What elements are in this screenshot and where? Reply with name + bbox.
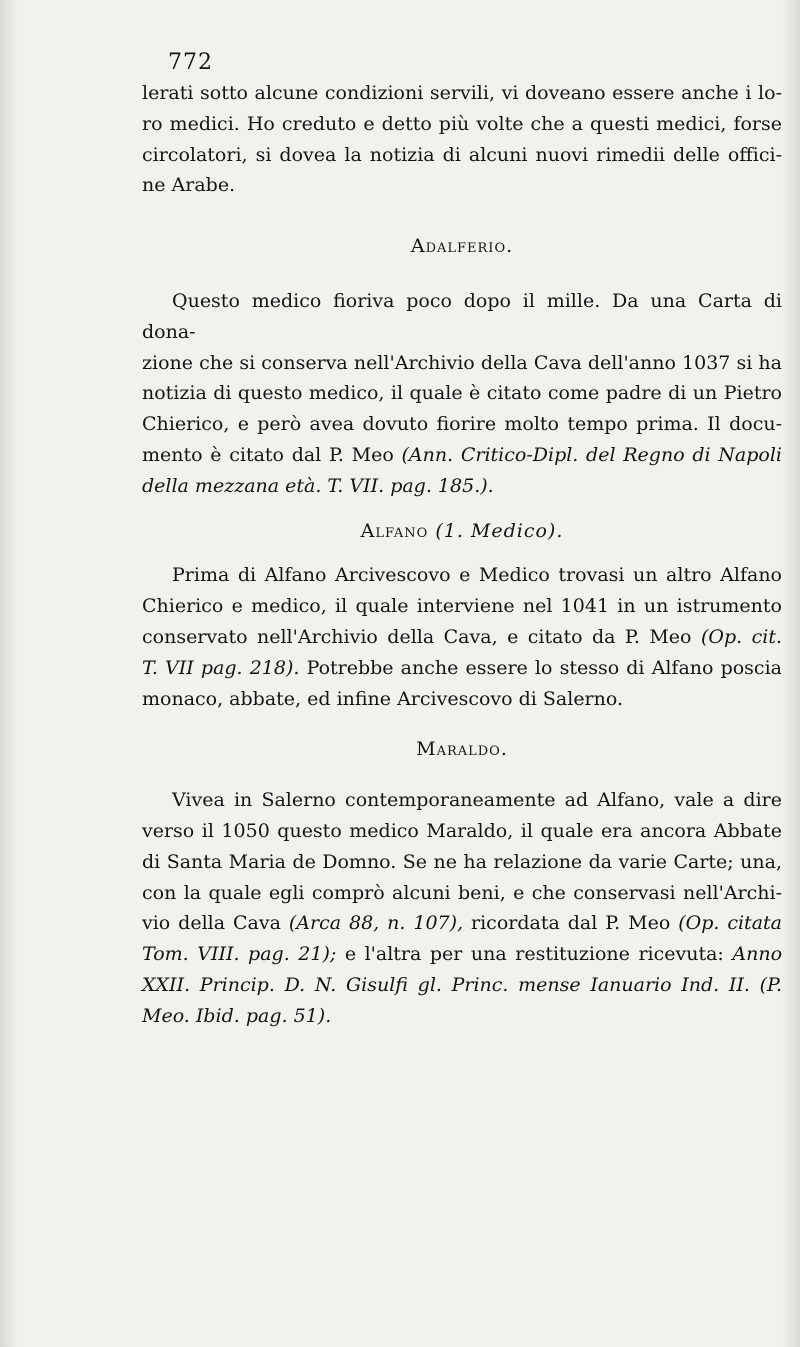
section-heading-alfano — [142, 516, 782, 547]
alfano-heading-subtitle: (1. Medico). — [435, 519, 564, 542]
text-column — [142, 78, 783, 1027]
maraldo-text: e l'altra per una restituzione ricevuta: — [344, 943, 724, 966]
maraldo-line — [142, 908, 782, 939]
maraldo-citation: Anno — [732, 943, 783, 966]
alfano-line — [142, 653, 782, 684]
section-heading-maraldo: Maraldo. — [416, 738, 508, 761]
maraldo-line — [142, 939, 782, 970]
maraldo-text: vio della Cava — [142, 912, 281, 935]
maraldo-line: verso il 1050 questo medico Maraldo, il quale era ancora Abbate — [142, 819, 782, 842]
section-heading-adalferio: Adalferio. — [410, 235, 514, 258]
maraldo-citation: Tom. VIII. pag. 21); — [142, 943, 337, 966]
maraldo-citation-line: XXII. Princip. D. N. Gisulfi gl. Princ. mense Ianuario Ind. II. (P. — [142, 973, 782, 996]
adalferio-line: notizia di questo medico, il quale è citato come padre di un Pietro — [142, 382, 782, 405]
alfano-text: Potrebbe anche essere lo stesso di Alfano poscia — [306, 656, 782, 679]
alfano-line: monaco, abbate, ed infine Arcivescovo di Salerno. — [142, 687, 624, 710]
alfano-heading-name: Alfano — [360, 519, 429, 542]
maraldo-citation: (Op. citata — [678, 912, 782, 935]
alfano-citation: T. VII pag. 218). — [142, 656, 300, 679]
continuation-line: ro medici. Ho creduto e detto più volte che a questi medici, forse — [142, 112, 782, 135]
alfano-citation: (Op. cit. — [700, 625, 783, 648]
alfano-line — [142, 622, 782, 653]
adalferio-citation: (Ann. Critico-Dipl. del Regno di Napoli — [401, 443, 782, 466]
alfano-line: Chierico e medico, il quale interviene nel 1041 in un istrumento — [142, 595, 782, 618]
alfano-text: conservato nell'Archivio della Cava, e citato da P. Meo — [142, 625, 692, 648]
maraldo-line: con la quale egli comprò alcuni beni, e che conservasi nell'Archi- — [142, 881, 782, 904]
maraldo-citation: (Arca 88, n. 107), — [288, 912, 464, 935]
adalferio-citation-line: della mezzana età. T. VII. pag. 185.). — [142, 474, 494, 497]
continuation-line: ne Arabe. — [142, 174, 236, 197]
adalferio-line: Questo medico fioriva poco dopo il mille. Da una Carta di dona- — [142, 289, 782, 343]
continuation-line: lerati sotto alcune condizioni servili, vi doveano essere anche i lo- — [142, 82, 782, 104]
adalferio-line — [142, 440, 782, 471]
maraldo-line: di Santa Maria de Domno. Se ne ha relazione da varie Carte; una, — [142, 850, 782, 873]
continuation-line: circolatori, si dovea la notizia di alcuni nuovi rimedii delle offici- — [142, 143, 782, 166]
maraldo-text: ricordata dal P. Meo — [471, 912, 671, 935]
adalferio-line: zione che si conserva nell'Archivio della Cava dell'anno 1037 si ha — [142, 351, 782, 374]
page-number: 772 — [168, 50, 213, 75]
adalferio-line: Chierico, e però avea dovuto fiorire molto tempo prima. Il docu- — [142, 413, 782, 436]
alfano-line: Prima di Alfano Arcivescovo e Medico trovasi un altro Alfano — [172, 564, 782, 587]
maraldo-line: Vivea in Salerno contemporaneamente ad Alfano, vale a dire — [172, 789, 782, 812]
maraldo-citation-line: Meo. Ibid. pag. 51). — [142, 1004, 332, 1027]
adalferio-text: mento è citato dal P. Meo — [142, 443, 394, 466]
